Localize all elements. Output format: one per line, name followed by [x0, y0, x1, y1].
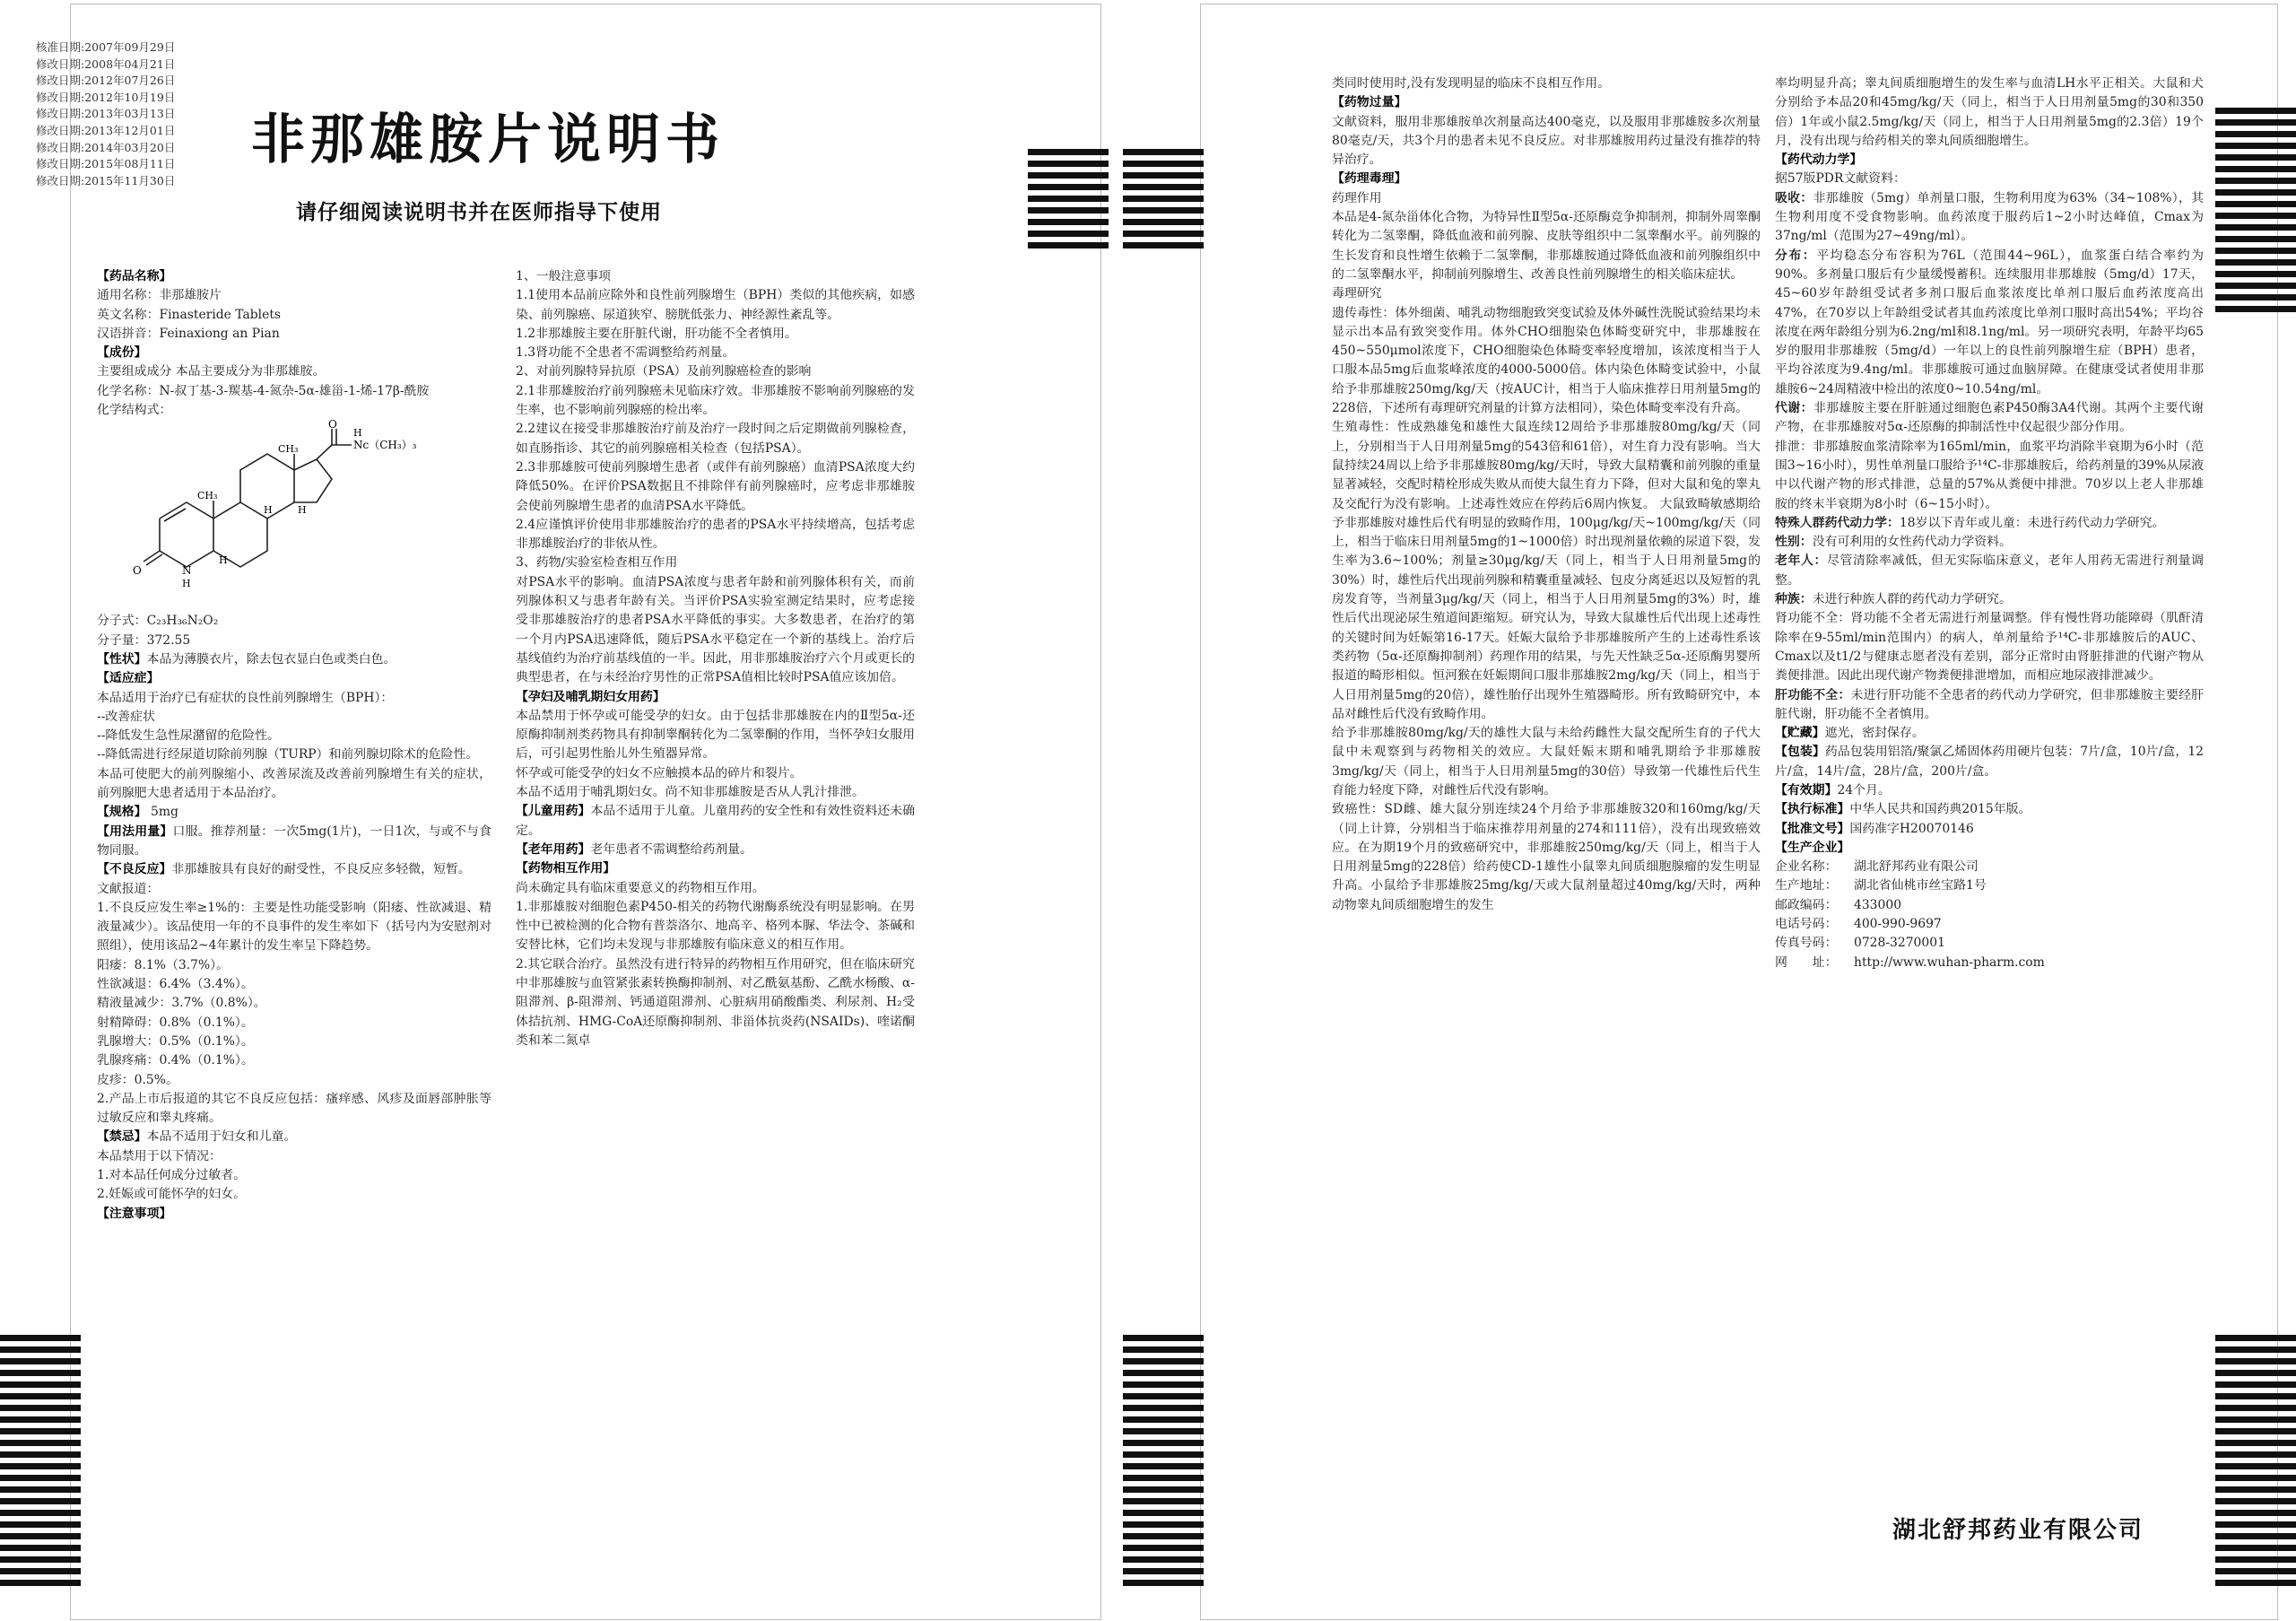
- revision-date: 修改日期:2014年03月20日: [36, 140, 176, 154]
- info-label: 传真号码：: [1775, 936, 1838, 951]
- right-page: [1200, 4, 2278, 1620]
- approval-date: 核准日期:2007年09月29日: [36, 40, 176, 54]
- molecular-formula: 分子式：C₂₃H₃₆N₂O₂: [97, 614, 219, 629]
- approval-number: 国药准字H20070146: [1849, 821, 1974, 836]
- section-heading: 【不良反应】: [97, 862, 172, 877]
- structure-atom-h: H: [353, 427, 362, 440]
- section-heading: 【药理毒理】: [1332, 171, 1407, 187]
- revision-dates: [36, 39, 175, 189]
- precautions-text: 2.1非那雄胺治疗前列腺癌未见临床疗效。非那雄胺不影响前列腺癌的发生率，也不影响前列腺癌的检出率。: [516, 383, 915, 418]
- toxicology-text: 毒理研究: [1332, 286, 1382, 301]
- molecular-weight: 分子量：372.55: [97, 632, 191, 648]
- section-heading: 【儿童用药】: [516, 804, 591, 819]
- english-name: 英文名称：Finasteride Tablets: [97, 307, 282, 322]
- generic-name: 通用名称：非那雄胺片: [97, 288, 222, 303]
- absorption-label: 吸收：: [1775, 190, 1813, 205]
- renal-text: 肾功能不全：肾功能不全者无需进行剂量调整。伴有慢性肾功能障碍（肌酐清除率在9-55ml/min范围内）的病人，单剂量给予¹⁴C-非那雄胺后的AUC、Cmax以及t1/2与健康志愿者没有差别，部分正常时由肾脏排泄的代谢产物从粪便排泄。因此出现代谢产物粪便排泄增加，而相应地尿液排泄减少。: [1775, 611, 2204, 684]
- structure-atom-n: N: [182, 564, 192, 578]
- adverse-reactions-text: 1.不良反应发生率≥1%的：主要是性功能受影响（阳痿、性欲减退、精液量减少）。该品使用一年的不良事件的发生率如下（括号内为安慰剂对照组），使用该品2~4年累计的发生率呈下降趋势。: [97, 900, 491, 954]
- precautions-text: 2.2建议在接受非那雄胺治疗前及治疗一段时间之后定期做前列腺检查，如直肠指诊、其它的前列腺癌相关检查（包括PSA）。: [516, 422, 915, 456]
- adverse-reactions-text: 皮疹：0.5%。: [97, 1072, 178, 1087]
- registration-bars: [1123, 149, 1204, 254]
- chemical-structure: [97, 420, 491, 612]
- registration-bars: [2215, 1335, 2296, 1591]
- adverse-reactions-text: 性欲减退：6.4%（3.4%）。: [97, 977, 254, 992]
- structure-atom-o: O: [328, 420, 337, 431]
- structure-atom-o: O: [133, 564, 142, 578]
- company-name: 湖北舒邦药业有限公司: [1854, 859, 1979, 875]
- pregnancy-text: 怀孕或可能受孕的妇女不应触摸本品的碎片和裂片。: [516, 765, 803, 780]
- info-label: 邮政编码：: [1775, 897, 1838, 912]
- section-heading: 【用法用量】: [97, 824, 173, 839]
- indications-text: --改善症状: [97, 709, 155, 724]
- column-3: [1332, 74, 1761, 915]
- contraindications-text: 1.对本品任何成分过敏者。: [97, 1167, 247, 1182]
- contraindications-text: 本品不适用于妇女和儿童。: [146, 1129, 297, 1145]
- distribution-text: 平均稳态分布容积为76L（范围44~96L），血浆蛋白结合率约为90%。多剂量口服后有少量缓慢蓄积。连续服用非那雄胺（5mg/d）17天，45~60岁年龄组受试者多剂口服后血浆浓度比单剂口服后血药浓度高出47%，在70岁以上年龄组受试者其血药浓度比单剂口服时高出54%；平均谷浓度在两年龄组分别为6.2ng/ml和8.1ng/ml。另一项研究表明，年龄平均65岁的服用非那雄胺（5mg/d）一年以上的良性前列腺增生症（BPH）患者，平均谷浓度为9.4ng/ml。非那雄胺可通过血脑屏障。在健康受试者使用非那雄胺6~24周精液中检出的浓度0~10.54ng/ml。: [1775, 248, 2204, 397]
- race-label: 种族：: [1775, 592, 1813, 607]
- indications-text: 本品适用于治疗已有症状的良性前列腺增生（BPH）：: [97, 690, 394, 705]
- section-heading: 【药物相互作用】: [516, 861, 616, 876]
- excretion-text: 排泄：非那雄胺血浆清除率为165ml/min，血浆平均消除半衰期为6小时（范围3~16小时），男性单剂量口服给予¹⁴C-非那雄胺后，给药剂量的39%从尿液中以代谢产物的形式排泄，总量的57%从粪便中排泄。70岁以上老人非那雄胺的终末半衰期为8小时（6~15小时）。: [1775, 439, 2204, 511]
- section-heading: 【注意事项】: [97, 1206, 172, 1221]
- adverse-reactions-text: 文献报道：: [97, 881, 160, 896]
- structure-atom-h: H: [182, 578, 191, 590]
- hepatic-text: 未进行肝功能不全患者的药代动力学研究，但非那雄胺主要经肝脏代谢，肝功能不全者慎用。: [1775, 687, 2204, 721]
- overdose-text: 文献资料，服用非那雄胺单次剂量高达400毫克，以及服用非那雄胺多次剂量80毫克/天，共3个月的患者未见不良反应。对非那雄胺用药过量没有推荐的特异治疗。: [1332, 114, 1761, 168]
- pregnancy-text: 本品不适用于哺乳期妇女。尚不知非那雄胺是否从人乳汁排泄。: [516, 785, 865, 800]
- interactions-text: 2.其它联合治疗。虽然没有进行特异的药物相互作用研究，但在临床研究中非那雄胺与血管紧张素转换酶抑制剂、对乙酰氨基酚、乙酰水杨酸、α-阻滞剂、β-阻滞剂、钙通道阻滞剂、心脏病用硝酸酯类、利尿剂、H₂受体拮抗剂、HMG-CoA还原酶抑制剂、非甾体抗炎药(NSAIDs)、喹诺酮类和苯二氮卓: [516, 956, 915, 1048]
- indications-text: --降低发生急性尿潴留的危险性。: [97, 728, 280, 744]
- section-heading: 【有效期】: [1775, 782, 1838, 797]
- interactions-text: 1.非那雄胺对细胞色素P450-相关的药物代谢酶系统没有明显影响。在男性中已被检测的化合物有普萘洛尔、地高辛、格列本脲、华法令、茶碱和安替比林，它们均未发现与非那雄胺有临床意义的相互作用。: [516, 899, 915, 953]
- phone-number: 400-990-9697: [1854, 917, 1942, 932]
- special-population-label: 特殊人群药代动力学：: [1775, 515, 1900, 530]
- info-label: 企业名称：: [1775, 859, 1838, 875]
- metabolism-text: 非那雄胺主要在肝脏通过细胞色素P450酶3A4代谢。其两个主要代谢产物，在非那雄胺对5α-还原酶的抑制活性中仅起很少部分作用。: [1775, 401, 2204, 435]
- indications-text: 本品可使肥大的前列腺缩小、改善尿流及改善前列腺增生有关的症状，前列腺肥大患者适用于本品治疗。: [97, 766, 491, 801]
- structure-label: 化学结构式：: [97, 403, 172, 418]
- precautions-text: 2.3非那雄胺可使前列腺增生患者（或伴有前列腺癌）血清PSA浓度大约降低50%。在评价PSA数据且不排除伴有前列腺癌时，应考虑非那雄胺会使前列腺增生患者的血清PSA水平降低。: [516, 459, 915, 513]
- package-text: 药品包装用铝箔/聚氯乙烯固体药用硬片包装：7片/盒，10片/盒，12片/盒，14片/盒，28片/盒，200片/盒。: [1775, 745, 2204, 779]
- adverse-reactions-text: 精液量减少：3.7%（0.8%）。: [97, 996, 266, 1011]
- section-heading: 【成份】: [97, 345, 147, 361]
- contraindications-text: 2.妊娠或可能怀孕的妇女。: [97, 1187, 247, 1202]
- precautions-text: 对PSA水平的影响。血清PSA浓度与患者年龄和前列腺体积有关，而前列腺体积又与患者年龄有关。当评价PSA实验室测定结果时，应考虑接受非那雄胺治疗的患者PSA水平降低的事实。大多数患者，在治疗的第一个月内PSA迅速降低，随后PSA水平稳定在一个新的基线上。治疗后基线值约为治疗前基线值的一半。因此，用非那雄胺治疗六个月或更长的典型患者，在与未经治疗男性的正常PSA值相比较时PSA值应该加倍。: [516, 574, 915, 685]
- revision-date: 修改日期:2015年08月11日: [36, 157, 176, 171]
- pinyin-name: 汉语拼音：Feinaxiong an Pian: [97, 326, 280, 341]
- info-label: 生产地址：: [1775, 878, 1838, 893]
- revision-date: 修改日期:2008年04月21日: [36, 57, 176, 71]
- pediatric-text: 本品不适用于儿童。儿童用药的安全性和有效性资料还未确定。: [516, 804, 915, 838]
- precautions-text: 3、药物/实验室检查相互作用: [516, 555, 678, 571]
- specification-text: 5mg: [151, 805, 178, 820]
- structure-methyl: CH₃: [278, 443, 299, 456]
- storage-text: 遮光，密封保存。: [1824, 726, 1925, 741]
- interactions-text: 尚未确定具有临床重要意义的药物相互作用。: [516, 880, 765, 895]
- section-heading: 【规格】: [97, 805, 147, 820]
- section-heading: 【孕妇及哺乳期妇女用药】: [516, 689, 665, 704]
- structure-atom-h: H: [219, 554, 228, 567]
- geriatric-text: 老年患者不需调整给药剂量。: [590, 841, 752, 857]
- distribution-label: 分布：: [1775, 248, 1817, 263]
- elderly-label: 老年人：: [1775, 553, 1828, 569]
- section-heading: 【药代动力学】: [1775, 153, 1863, 168]
- adverse-reactions-text: 乳腺增大：0.5%（0.1%）。: [97, 1033, 254, 1049]
- column-2: [516, 267, 915, 1050]
- pharmacology-text: 本品是4-氮杂甾体化合物，为特异性Ⅱ型5α-还原酶竞争抑制剂，抑制外周睾酮转化为二氢睾酮，降低血液和前列腺、皮肤等组织中二氢睾酮水平。前列腺的生长发育和良性增生依赖于二氢睾酮，非那雄胺通过降低血液和前列腺组织中的二氢睾酮水平，抑制前列腺增生、改善良性前列腺增生的相关临床症状。: [1332, 210, 1761, 282]
- toxicology-text: 致癌性：SD雌、雄大鼠分别连续24个月给予非那雄胺320和160mg/kg/天（同上计算，分别相当于临床推荐用剂量的274和111倍），没有出现致癌效应。在为期19个月的致癌研究中，非那雄胺250mg/kg/天（同上，相当于人日用剂量5mg的228倍）给药使CD-1雄性小鼠睾丸间质细胞腺瘤的发生明显升高。小鼠给予非那雄胺25mg/kg/天或大鼠剂量超过40mg/kg/天时，两种动物睾丸间质细胞增生的发生: [1332, 802, 1761, 912]
- pregnancy-text: 本品禁用于怀孕或可能受孕的妇女。由于包括非那雄胺在内的Ⅱ型5α-还原酶抑制剂类药物具有抑制睾酮转化为二氢睾酮的作用，当怀孕妇女服用后，可引起男性胎儿外生殖器异常。: [516, 708, 915, 762]
- revision-date: 修改日期:2012年10月19日: [36, 90, 176, 104]
- toxicology-text: 率均明显升高；睾丸间质细胞增生的发生率与血清LH水平正相关。大鼠和犬分别给予本品20和45mg/kg/天（同上，相当于人日用剂量5mg的30和350倍）1年或小鼠2.5mg/kg/天（同上，相当于人日用剂量5mg的2.3倍）19个月，没有出现与给药相关的睾丸间质细胞增生。: [1775, 76, 2204, 148]
- structure-atom-h: H: [264, 504, 273, 517]
- registration-bars: [2215, 108, 2296, 318]
- section-heading: 【生产企业】: [1775, 840, 1850, 855]
- characteristics-text: 本品为薄膜衣片，除去包衣显白色或类白色。: [146, 651, 396, 667]
- gender-text: 没有可利用的女性药代动力学资料。: [1812, 535, 2012, 550]
- revision-date: 修改日期:2013年12月01日: [36, 123, 176, 137]
- structure-substituent: Nc（CH₃）₃: [353, 439, 417, 452]
- chemical-name: 化学名称：N-叔丁基-3-羰基-4-氮杂-5α-雄甾-1-烯-17β-酰胺: [97, 383, 430, 398]
- company-address: 湖北省仙桃市丝宝路1号: [1854, 878, 1987, 893]
- section-heading: 【适应症】: [97, 671, 160, 686]
- registration-bars: [1028, 149, 1109, 254]
- precautions-text: 2、对前列腺特异抗原（PSA）及前列腺癌检查的影响: [516, 364, 812, 379]
- section-heading: 【药物过量】: [1332, 95, 1407, 110]
- revision-date: 修改日期:2015年11月30日: [36, 173, 176, 187]
- toxicology-text: 生殖毒性：性成熟雄兔和雄性大鼠连续12周给予非那雄胺80mg/kg/天（同上，分别相当于人日用剂量5mg的543倍和61倍），对生育力没有影响。当大鼠持续24周以上给予非那雄胺80mg/kg/天时，导致大鼠精囊和前列腺的重量显著减轻，交配时精栓形成失败从而使大鼠生育力下降，但对大鼠和兔的睾丸及交配行为没有影响。上述毒性效应在停药后6周内恢复。 大鼠致畸敏感期给予非那雄胺对雄性后代有明显的致畸作用，100μg/kg/天~100mg/kg/天（同上，相当于临床日用剂量5mg的1~1000倍）时出现剂量依赖的尿道下裂，发生率为3.6~100%；剂量≥30μg/kg/天（同上，相当于人日用剂量5mg的30%）时，雄性后代出现前列腺和精囊重量减轻、包皮分离延迟以及短暂的乳房发育等，当剂量3μg/kg/天（同上，相当于人日用剂量5mg的3%）时，雄性后代出现泌尿生殖道间距缩短。研究认为，导致大鼠雄性后代出现上述毒性的关键时间为妊娠第16-17天。妊娠大鼠给予非那雄胺所产生的上述毒性系该类药物（5α-还原酶抑制剂）药理作用的结果，与先天性缺乏5α-还原酶男婴所报道的畸形相似。恒河猴在妊娠期间口服非那雄胺2mg/kg/天（同上，相当于人日用剂量5mg的20倍），雄性胎仔出现外生殖器畸形。所有致畸研究中，本品对雌性后代没有致畸作用。: [1332, 420, 1761, 721]
- info-label: 电话号码：: [1775, 917, 1838, 932]
- company-footer: 湖北舒邦药业有限公司: [1892, 1517, 2144, 1544]
- adverse-reactions-text: 非那雄胺具有良好的耐受性，不良反应多轻微，短暂。: [171, 862, 471, 877]
- indications-text: --降低需进行经尿道切除前列腺（TURP）和前列腺切除术的危险性。: [97, 747, 479, 763]
- expiry-text: 24个月。: [1837, 782, 1891, 797]
- structure-methyl: CH₃: [197, 490, 218, 502]
- adverse-reactions-text: 射精障碍：0.8%（0.1%）。: [97, 1015, 254, 1030]
- toxicology-text: 遗传毒性：体外细菌、哺乳动物细胞致突变试验及体外碱性洗脱试验结果均未显示出本品有致突变作用。体外CHO细胞染色体畸变研究中，非那雄胺在450~550μmol浓度下，CHO细胞染色体畸变率轻度增加，该浓度相当于人口服本品5mg后血浆峰浓度的4000-5000倍。体内染色体畸变试验中，小鼠给予非那雄胺250mg/kg/天（按AUC计，相当于人临床推荐日用剂量5mg的228倍，下述所有毒理研究剂量的计算方法相同），染色体畸变率没有升高。: [1332, 305, 1761, 416]
- section-heading: 【批准文号】: [1775, 821, 1850, 836]
- postal-code: 433000: [1854, 897, 1902, 912]
- precautions-text: 1.2非那雄胺主要在肝脏代谢，肝功能不全者慎用。: [516, 326, 797, 341]
- race-text: 未进行种族人群的药代动力学研究。: [1812, 592, 2012, 607]
- section-heading: 【药品名称】: [97, 269, 172, 283]
- contraindications-text: 本品禁用于以下情况：: [97, 1148, 222, 1163]
- elderly-text: 尽管清除率减低，但无实际临床意义，老年人用药无需进行剂量调整。: [1775, 553, 2204, 588]
- section-heading: 【老年用药】: [516, 841, 591, 857]
- registration-bars: [1123, 1335, 1204, 1591]
- document-subtitle: 请仔细阅读说明书并在医师指导下使用: [296, 201, 662, 224]
- special-population-text: 18岁以下青年或儿童：未进行药代动力学研究。: [1899, 515, 2165, 530]
- interactions-text: 类同时使用时,没有发现明显的临床不良相互作用。: [1332, 76, 1611, 91]
- standard-text: 中华人民共和国药典2015年版。: [1849, 802, 2031, 817]
- precautions-text: 1、一般注意事项: [516, 269, 612, 283]
- precautions-text: 1.1使用本品前应除外和良性前列腺增生（BPH）类似的其他疾病，如感染、前列腺癌、尿道狭窄、膀胱低张力、神经源性紊乱等。: [516, 288, 915, 322]
- column-4: [1775, 74, 2204, 972]
- registration-bars: [0, 1335, 81, 1591]
- section-heading: 【包装】: [1775, 745, 1825, 760]
- fax-number: 0728-3270001: [1854, 936, 1945, 951]
- adverse-reactions-text: 阳痿：8.1%（3.7%）。: [97, 957, 229, 972]
- website: http://www.wuhan-pharm.com: [1854, 954, 2045, 970]
- revision-date: 修改日期:2012年07月26日: [36, 74, 176, 88]
- structure-atom-h: H: [298, 504, 307, 517]
- adverse-reactions-text: 2.产品上市后报道的其它不良反应包括：瘙痒感、风疹及面唇部肿胀等过敏反应和睾丸疼痛。: [97, 1091, 491, 1126]
- precautions-text: 1.3肾功能不全患者不需调整给药剂量。: [516, 345, 735, 361]
- composition-text: 主要组成成分 本品主要成分为非那雄胺。: [97, 364, 326, 379]
- revision-date: 修改日期:2013年03月13日: [36, 107, 176, 121]
- section-heading: 【执行标准】: [1775, 802, 1850, 817]
- section-heading: 【禁忌】: [97, 1129, 147, 1145]
- gender-label: 性别：: [1775, 535, 1813, 550]
- section-heading: 【性状】: [97, 651, 147, 667]
- usage-text: 口服。推荐剂量：一次5mg(1片)，一日1次，与或不与食物同服。: [97, 824, 491, 858]
- metabolism-label: 代谢：: [1775, 401, 1813, 416]
- pharmacokinetics-source: 据57版PDR文献资料：: [1775, 171, 1906, 187]
- column-1: [97, 267, 491, 1224]
- pharmacology-text: 药理作用: [1332, 190, 1382, 205]
- toxicology-text: 给予非那雄胺80mg/kg/天的雄性大鼠与未给药雌性大鼠交配所生育的子代大鼠中未观察到与药物相关的效应。大鼠妊娠末期和哺乳期给予非那雄胺3mg/kg/天（同上，相当于人日用剂量5mg的30倍）导致第一代雄性后代生育能力轻度下降，对雌性后代没有影响。: [1332, 726, 1761, 797]
- manufacturer-info: [1775, 858, 2204, 972]
- section-heading: 【贮藏】: [1775, 726, 1825, 741]
- hepatic-label: 肝功能不全：: [1775, 687, 1851, 702]
- absorption-text: 非那雄胺（5mg）单剂量口服，生物利用度为63%（34~108%），其生物利用度不受食物影响。血药浓度于服药后1~2小时达峰值，Cmax为37ng/ml（范围为27~49ng/ml）。: [1775, 190, 2204, 244]
- adverse-reactions-text: 乳腺疼痛：0.4%（0.1%）。: [97, 1053, 254, 1068]
- precautions-text: 2.4应谨慎评价使用非那雄胺治疗的患者的PSA水平持续增高，包括考虑非那雄胺治疗的非依从性。: [516, 517, 915, 552]
- document-title: 非那雄胺片说明书: [251, 109, 725, 171]
- structure-diagram: [97, 420, 420, 608]
- info-label: 网 址：: [1775, 954, 1838, 970]
